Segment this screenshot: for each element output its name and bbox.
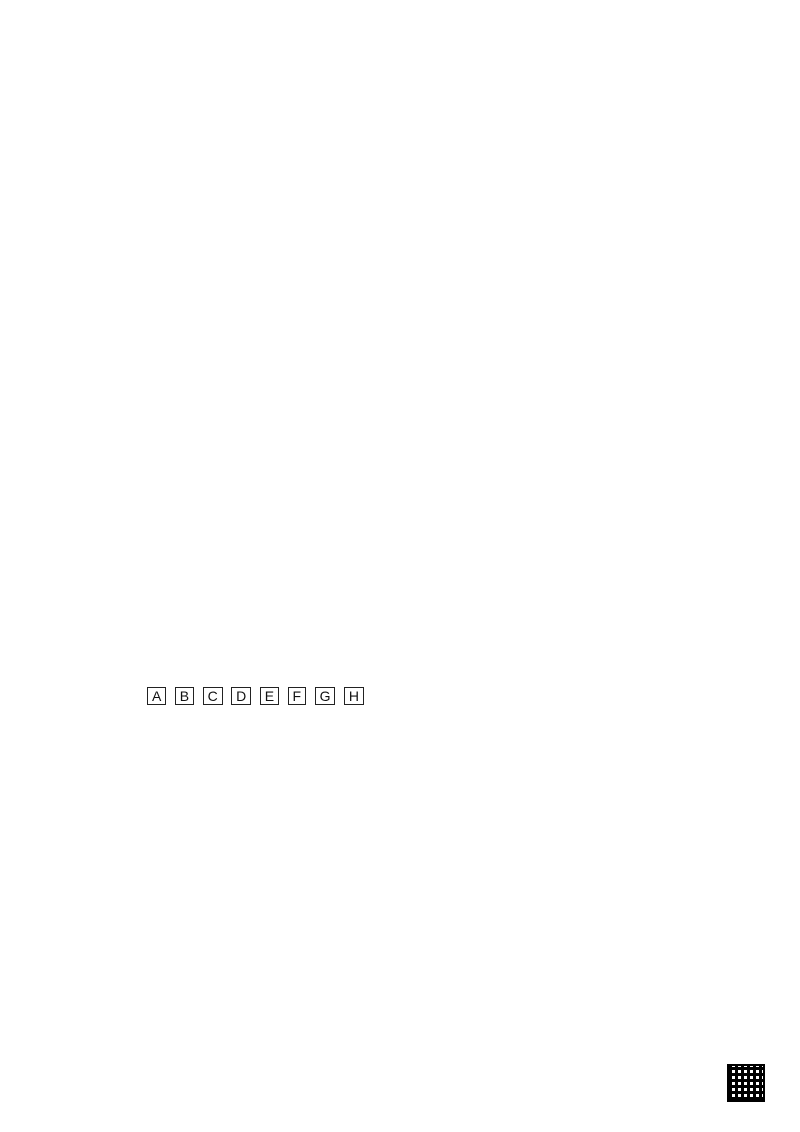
answer-box-b[interactable]: B xyxy=(175,687,194,705)
scanner-watermark xyxy=(727,1064,775,1102)
q10-sentence xyxy=(145,687,366,705)
answer-box-g[interactable]: G xyxy=(315,687,336,705)
answer-box-h[interactable]: H xyxy=(344,687,364,705)
answer-box-a[interactable]: A xyxy=(147,687,166,705)
qr-code-icon xyxy=(727,1064,765,1102)
answer-box-d[interactable]: D xyxy=(231,687,251,705)
answer-box-e[interactable]: E xyxy=(260,687,279,705)
answer-box-f[interactable]: F xyxy=(288,687,307,705)
answer-box-c[interactable]: C xyxy=(203,687,223,705)
